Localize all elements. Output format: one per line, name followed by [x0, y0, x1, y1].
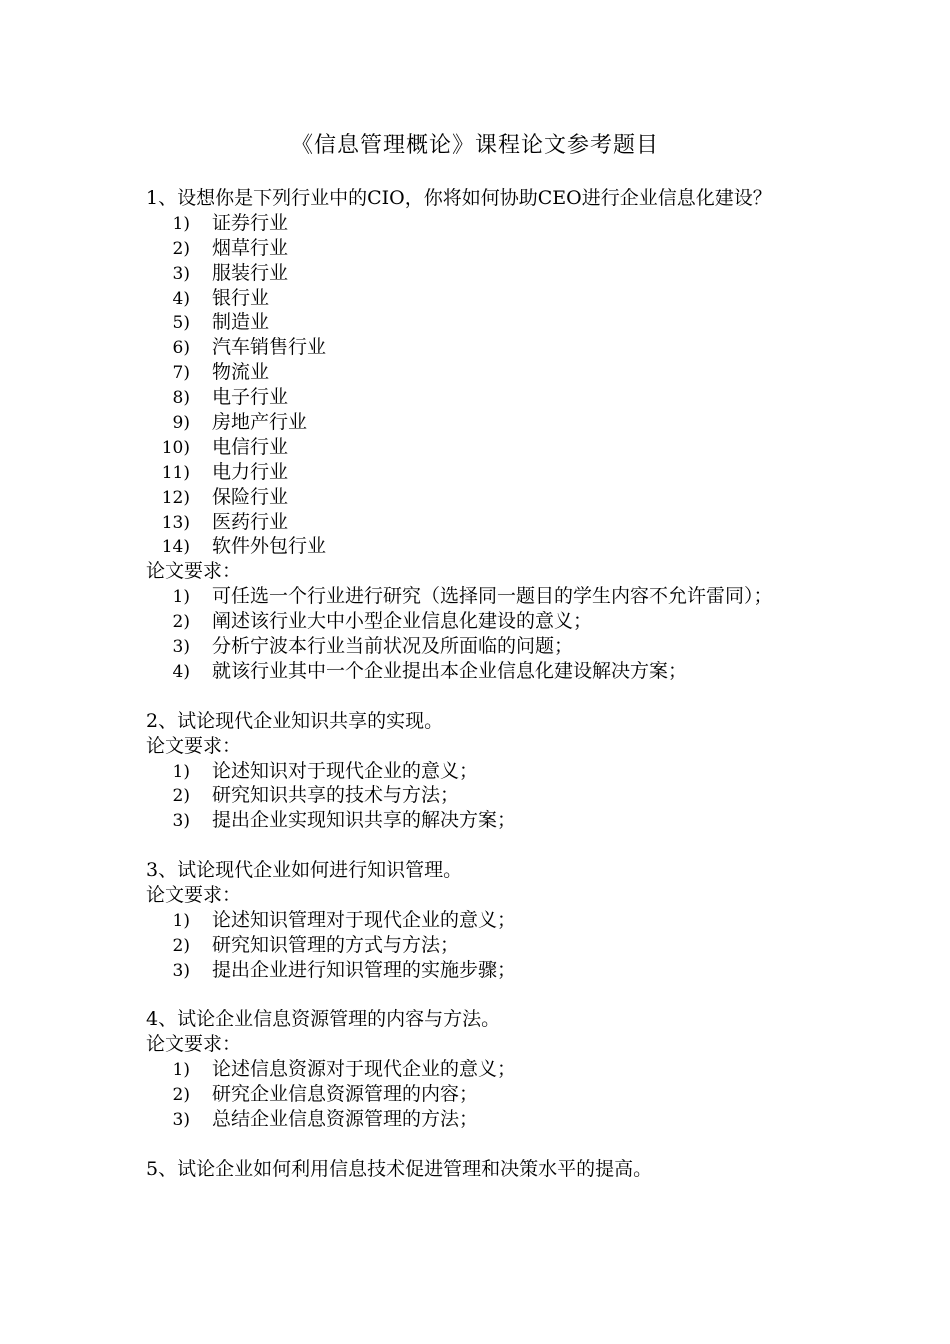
- spacer: [146, 1132, 866, 1157]
- item-text: 研究知识共享的技术与方法；: [212, 784, 460, 807]
- requirement-item: [146, 634, 866, 659]
- requirement-item: [146, 584, 866, 609]
- requirement-item: [146, 1057, 866, 1082]
- requirements-label: 论文要求：: [146, 883, 242, 906]
- item-text: 研究知识管理的方式与方法；: [212, 933, 460, 956]
- requirement-item: [146, 958, 866, 983]
- question-2: [146, 709, 866, 833]
- item-text: 保险行业: [212, 485, 289, 508]
- item-number: 10): [161, 437, 190, 458]
- question-1: [146, 186, 866, 684]
- item-number: 1): [172, 761, 190, 782]
- item-number: 11): [161, 462, 190, 483]
- item-text: 论述知识对于现代企业的意义；: [212, 759, 479, 782]
- item-number: 2): [172, 1085, 190, 1106]
- item-number: 4): [172, 661, 190, 682]
- question-5: [146, 1157, 866, 1182]
- list-item: [146, 385, 866, 410]
- item-text: 论述知识管理对于现代企业的意义；: [212, 908, 517, 931]
- item-number: 13): [161, 512, 190, 533]
- item-number: 7): [172, 363, 190, 384]
- list-item: [146, 534, 866, 559]
- item-text: 证券行业: [212, 211, 289, 234]
- item-number: 3): [172, 263, 190, 284]
- item-number: 1): [172, 910, 190, 931]
- list-item: [146, 485, 866, 510]
- item-number: 2): [172, 935, 190, 956]
- item-number: 1): [172, 213, 190, 234]
- item-text: 研究企业信息资源管理的内容；: [212, 1083, 479, 1106]
- list-item: [146, 435, 866, 460]
- item-number: 3): [172, 811, 190, 832]
- requirements-label: 论文要求：: [146, 734, 242, 757]
- item-number: 4): [172, 288, 190, 309]
- item-text: 提出企业实现知识共享的解决方案；: [212, 809, 517, 832]
- item-text: 房地产行业: [212, 411, 308, 434]
- item-text: 汽车销售行业: [212, 336, 327, 359]
- list-item: [146, 286, 866, 311]
- item-text: 制造业: [212, 311, 270, 334]
- requirement-item: [146, 609, 866, 634]
- item-text: 软件外包行业: [212, 535, 327, 558]
- requirements-label: 论文要求：: [146, 1033, 242, 1056]
- item-number: 9): [172, 413, 190, 434]
- item-number: 12): [161, 487, 190, 508]
- question-heading: 3、试论现代企业如何进行知识管理。: [146, 859, 463, 882]
- item-text: 阐述该行业大中小型企业信息化建设的意义；: [212, 610, 593, 633]
- list-item: [146, 211, 866, 236]
- item-number: 6): [172, 338, 190, 359]
- requirement-item: [146, 908, 866, 933]
- item-text: 服装行业: [212, 261, 289, 284]
- list-item: [146, 360, 866, 385]
- requirement-item: [146, 783, 866, 808]
- requirement-item: [146, 808, 866, 833]
- item-number: 5): [172, 313, 190, 334]
- item-text: 电信行业: [212, 435, 289, 458]
- list-item: [146, 335, 866, 360]
- item-number: 1): [172, 1060, 190, 1081]
- list-item: [146, 460, 866, 485]
- requirement-item: [146, 933, 866, 958]
- list-item: [146, 310, 866, 335]
- spacer: [146, 684, 866, 709]
- item-number: 3): [172, 637, 190, 658]
- list-item: [146, 236, 866, 261]
- item-number: 2): [172, 238, 190, 259]
- item-text: 烟草行业: [212, 236, 289, 259]
- item-text: 物流业: [212, 361, 270, 384]
- item-text: 电子行业: [212, 386, 289, 409]
- item-number: 14): [161, 537, 190, 558]
- question-3: [146, 858, 866, 982]
- item-number: 3): [172, 1109, 190, 1130]
- requirement-item: [146, 1082, 866, 1107]
- spacer: [146, 983, 866, 1008]
- item-text: 分析宁波本行业当前状况及所面临的问题；: [212, 635, 574, 658]
- item-text: 就该行业其中一个企业提出本企业信息化建设解决方案；: [212, 659, 688, 682]
- item-number: 2): [172, 612, 190, 633]
- list-item: [146, 410, 866, 435]
- question-heading: 4、试论企业信息资源管理的内容与方法。: [146, 1008, 501, 1031]
- item-text: 银行业: [212, 286, 270, 309]
- question-heading: 5、试论企业如何利用信息技术促进管理和决策水平的提高。: [146, 1157, 653, 1180]
- item-number: 3): [172, 960, 190, 981]
- question-4: [146, 1007, 866, 1131]
- item-text: 总结企业信息资源管理的方法；: [212, 1107, 479, 1130]
- requirement-item: [146, 659, 866, 684]
- question-list: [146, 186, 866, 1182]
- list-item: [146, 261, 866, 286]
- item-text: 医药行业: [212, 510, 289, 533]
- list-item: [146, 510, 866, 535]
- item-number: 2): [172, 786, 190, 807]
- requirements-label: 论文要求：: [146, 560, 242, 583]
- question-heading: 1、设想你是下列行业中的CIO，你将如何协助CEO进行企业信息化建设？: [146, 187, 772, 209]
- item-text: 论述信息资源对于现代企业的意义；: [212, 1058, 517, 1081]
- item-text: 可任选一个行业进行研究（选择同一题目的学生内容不允许雷同）；: [212, 585, 773, 608]
- page-title: 《信息管理概论》课程论文参考题目: [290, 133, 659, 158]
- spacer: [146, 833, 866, 858]
- item-number: 1): [172, 587, 190, 608]
- requirement-item: [146, 1107, 866, 1132]
- item-number: 8): [172, 388, 190, 409]
- requirement-item: [146, 759, 866, 784]
- question-heading: 2、试论现代企业知识共享的实现。: [146, 709, 444, 732]
- item-text: 电力行业: [212, 460, 289, 483]
- item-text: 提出企业进行知识管理的实施步骤；: [212, 958, 517, 981]
